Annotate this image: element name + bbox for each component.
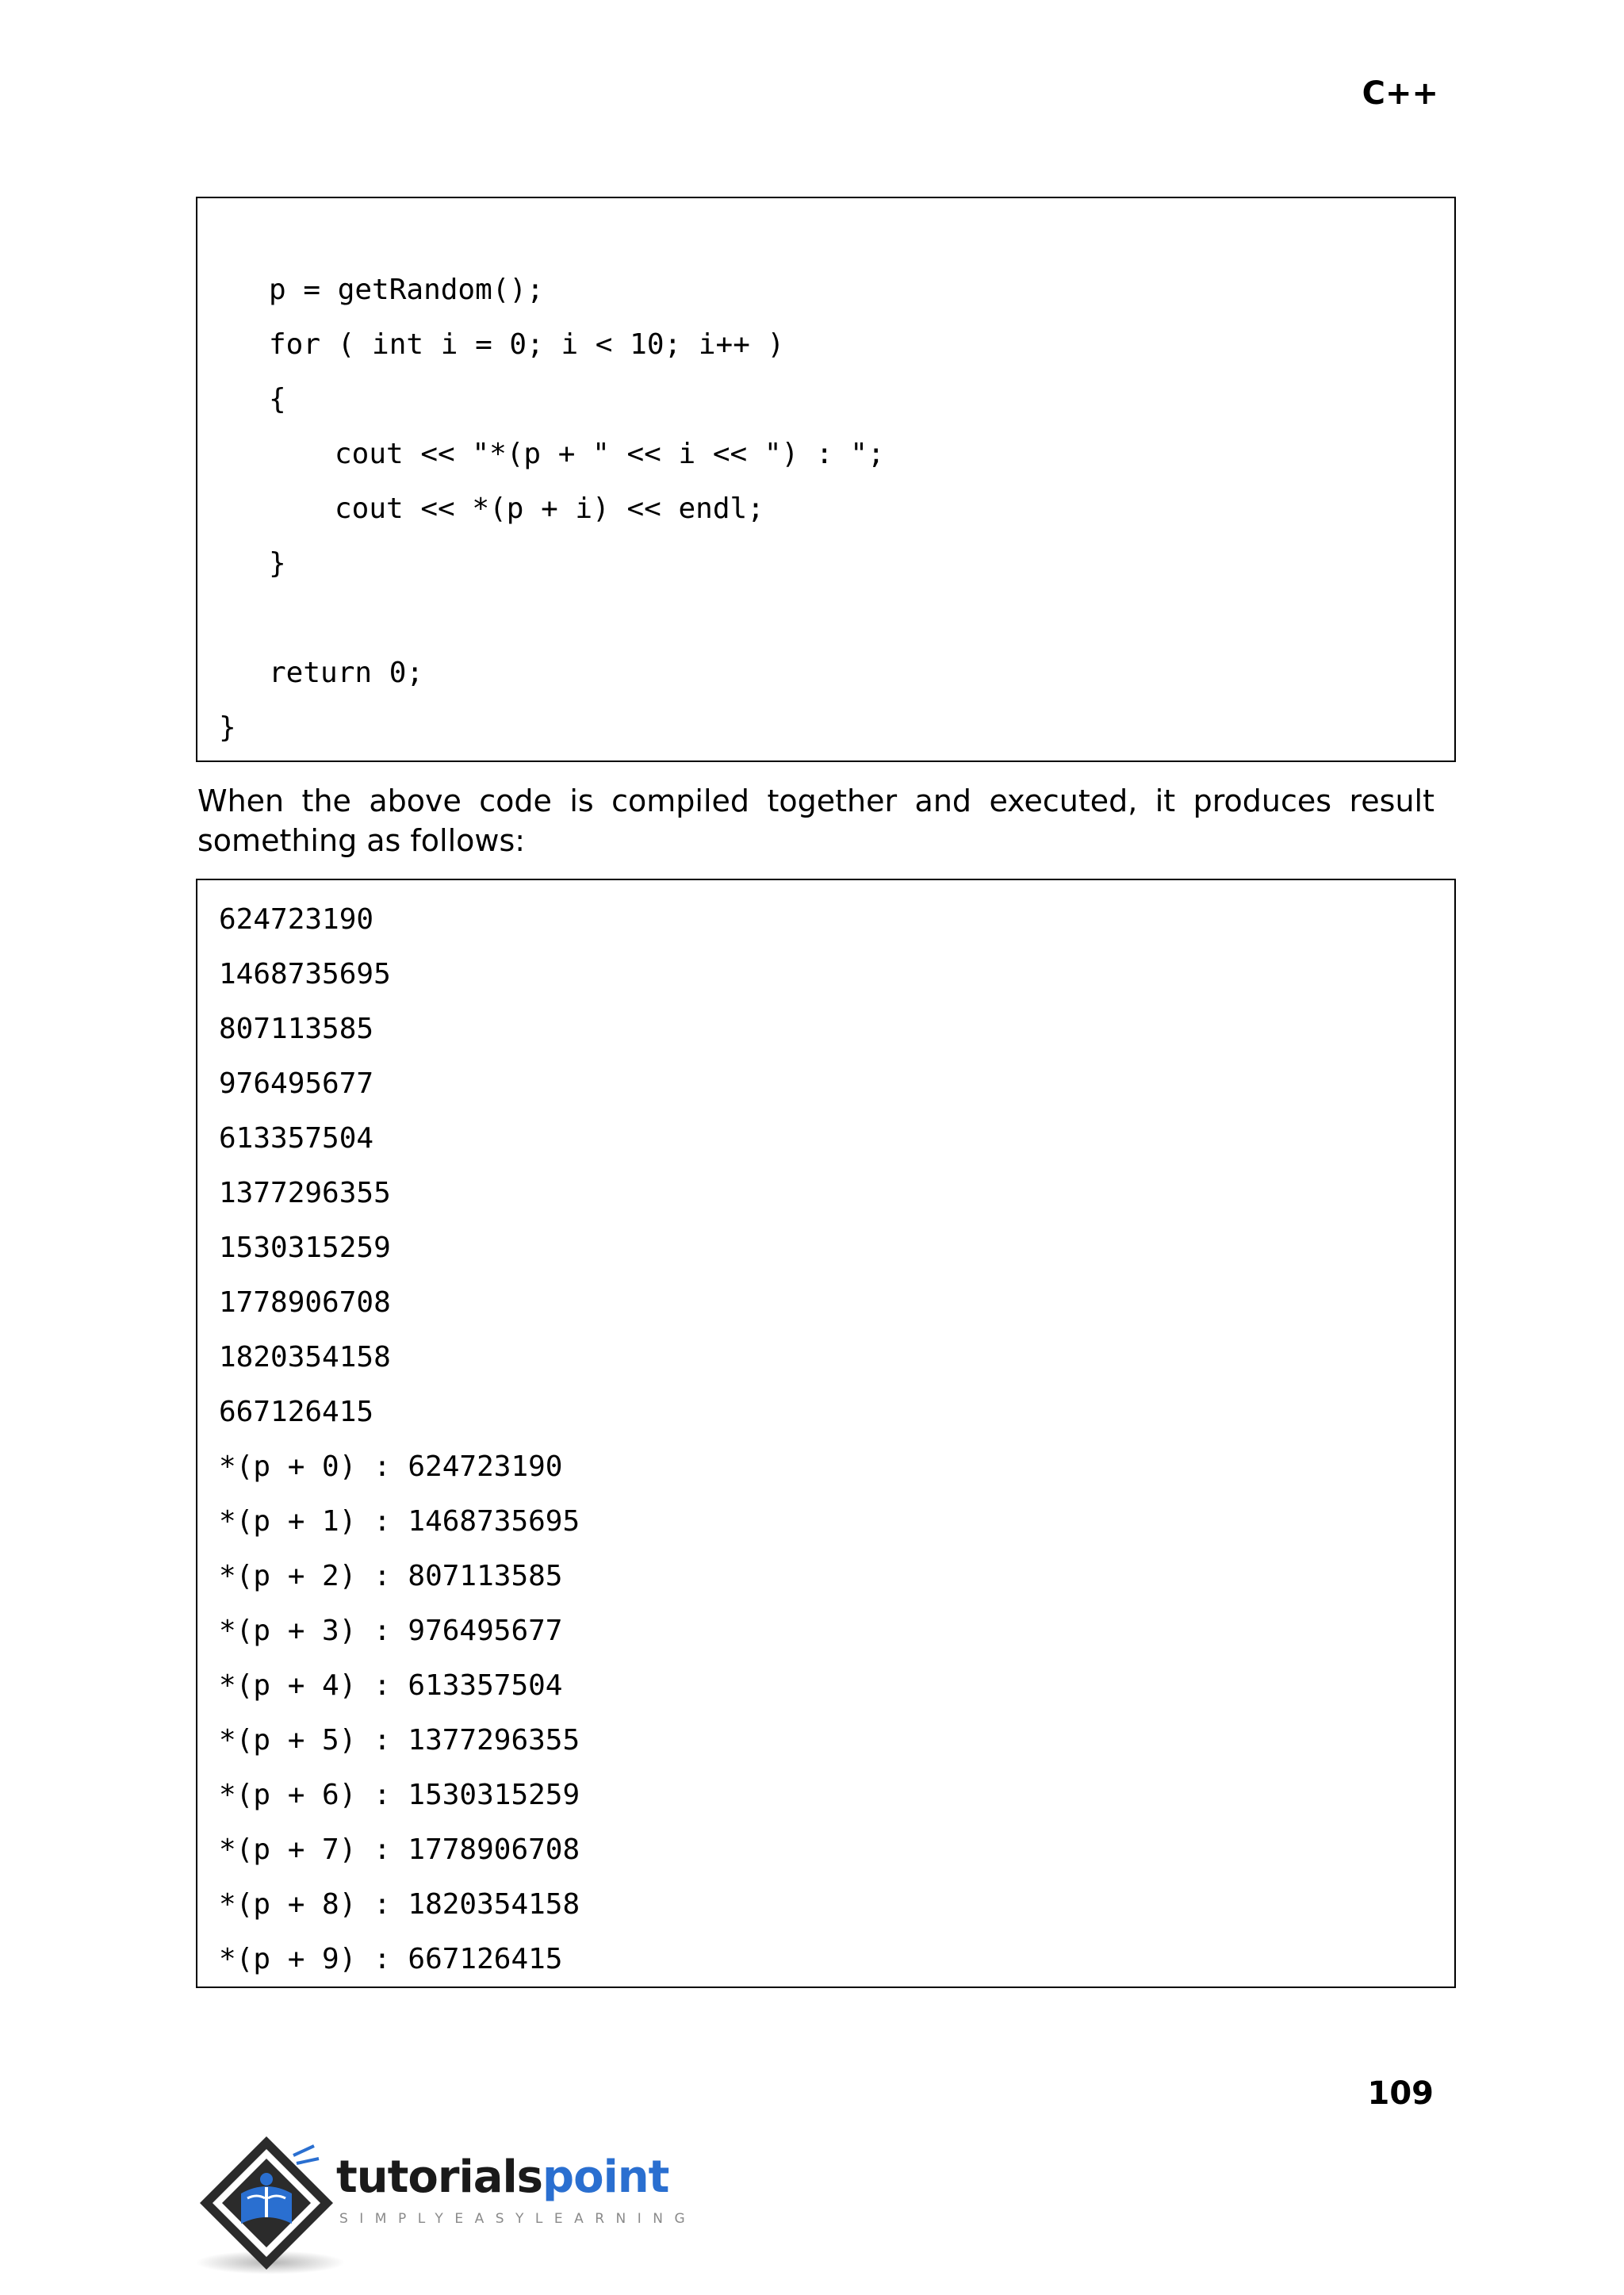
output-line: 807113585 — [219, 1013, 374, 1045]
output-line: *(p + 1) : 1468735695 — [219, 1505, 580, 1538]
page-number: 109 — [1367, 2075, 1434, 2112]
output-line: *(p + 4) : 613357504 — [219, 1669, 563, 1702]
output-line: 1778906708 — [219, 1286, 391, 1319]
output-line: *(p + 3) : 976495677 — [219, 1615, 563, 1647]
code-line: cout << "*(p + " << i << ") : "; — [335, 438, 885, 470]
body-paragraph: When the above code is compiled together and executed, it produces result something as follows: — [197, 784, 1434, 858]
output-line: 1820354158 — [219, 1341, 391, 1374]
code-line: return 0; — [269, 657, 424, 689]
output-line: *(p + 6) : 1530315259 — [219, 1779, 580, 1811]
output-line: *(p + 2) : 807113585 — [219, 1560, 563, 1592]
output-line: *(p + 0) : 624723190 — [219, 1450, 563, 1483]
output-line: 667126415 — [219, 1396, 374, 1428]
code-line: } — [269, 547, 286, 580]
output-line: 1530315259 — [219, 1232, 391, 1264]
code-block-output — [196, 879, 1456, 1988]
output-line: *(p + 5) : 1377296355 — [219, 1724, 580, 1757]
output-line: 613357504 — [219, 1122, 374, 1155]
output-line: 1377296355 — [219, 1177, 391, 1209]
logo-word-blue: point — [542, 2151, 669, 2203]
output-line: 1468735695 — [219, 958, 391, 990]
output-line: *(p + 9) : 667126415 — [219, 1943, 563, 1975]
tutorialspoint-logo — [195, 2132, 697, 2282]
logo-word-dark: tutorials — [336, 2151, 543, 2203]
code-line: { — [269, 383, 286, 416]
logo-diamond-icon — [195, 2132, 338, 2274]
code-line: } — [219, 711, 236, 744]
logo-tagline: SIMPLYEASYLEARNING — [339, 2211, 697, 2227]
header-title: C++ — [1362, 75, 1438, 112]
code-line: for ( int i = 0; i < 10; i++ ) — [269, 328, 785, 361]
code-block-source — [196, 197, 1456, 762]
output-line: 976495677 — [219, 1067, 374, 1100]
output-line: *(p + 8) : 1820354158 — [219, 1888, 580, 1921]
logo-wordmark — [336, 2151, 669, 2203]
code-line: cout << *(p + i) << endl; — [335, 492, 764, 525]
output-line: *(p + 7) : 1778906708 — [219, 1833, 580, 1866]
code-line: p = getRandom(); — [269, 274, 544, 306]
output-line: 624723190 — [219, 903, 374, 936]
